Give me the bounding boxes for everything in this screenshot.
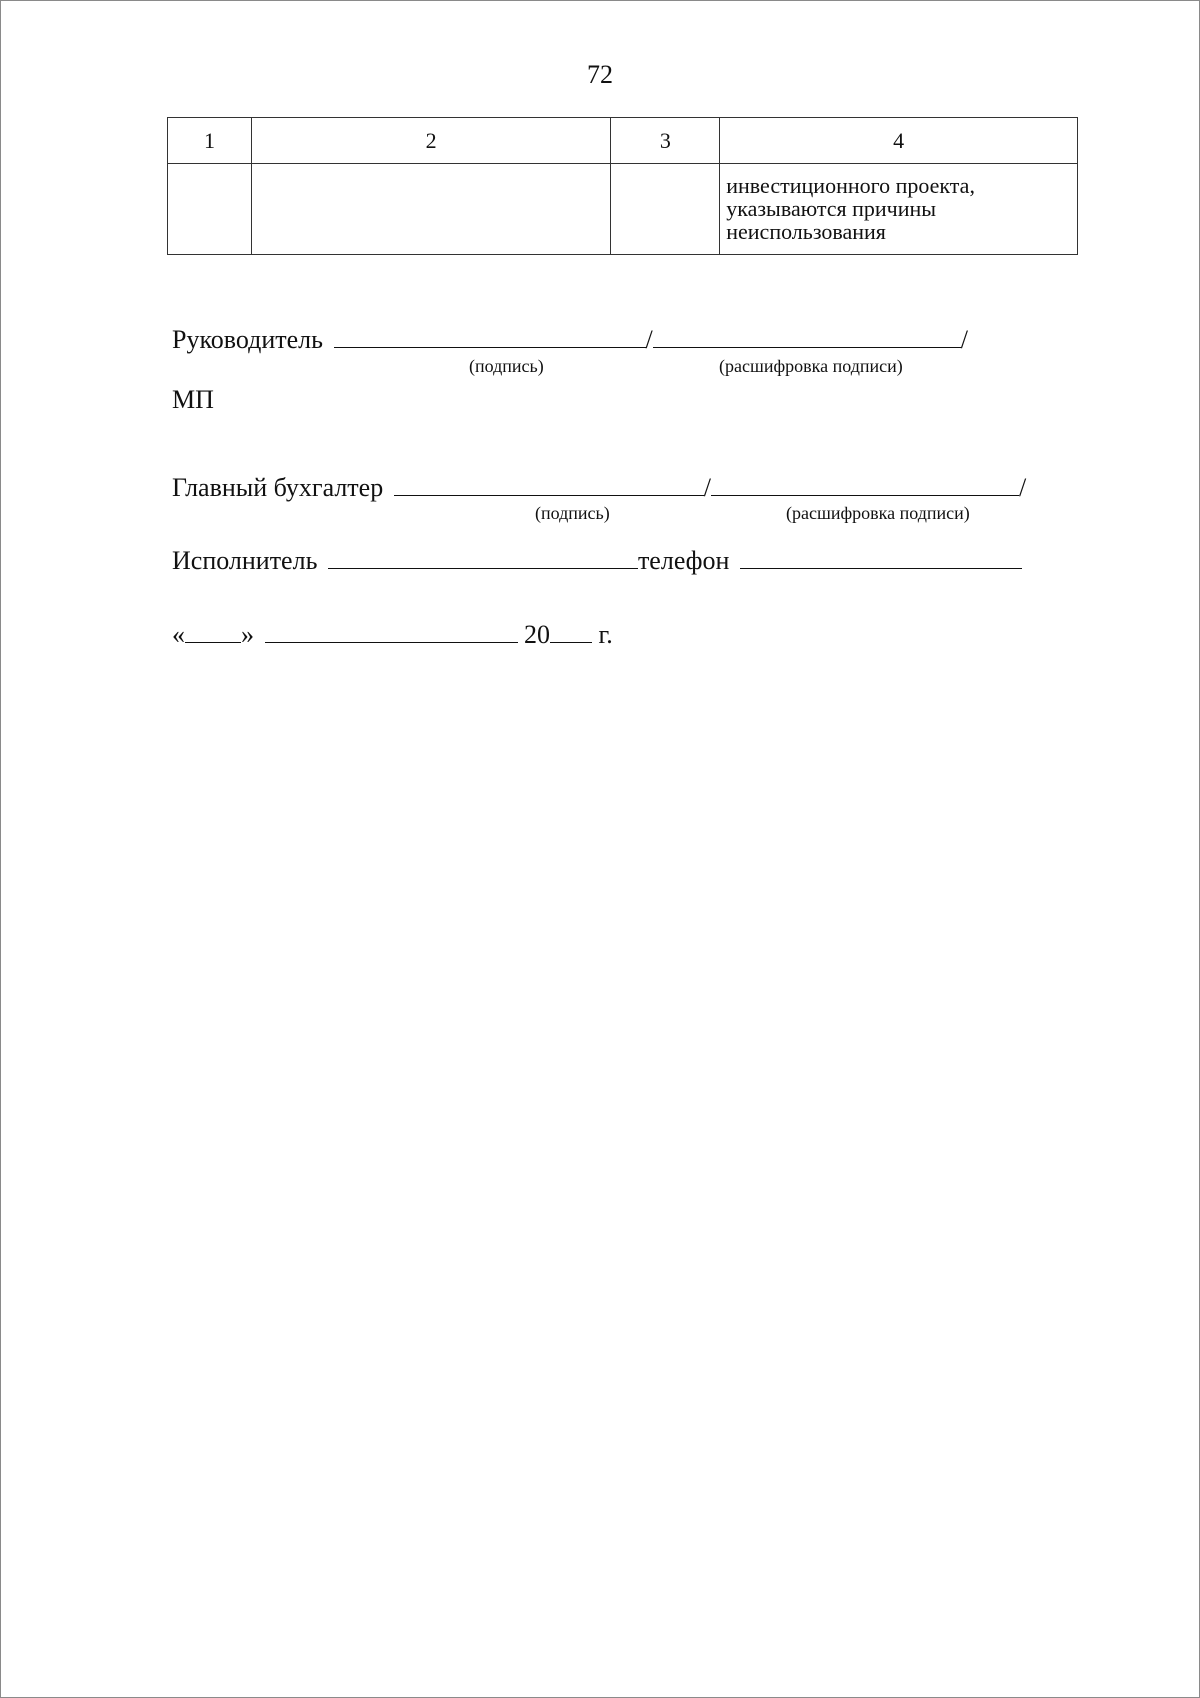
head-signature-field[interactable] (334, 321, 646, 348)
executor-name-field[interactable] (328, 542, 638, 569)
table-cell-4-line-3: неиспользования (726, 219, 886, 244)
head-slash-2: / (960, 325, 968, 354)
table-cell-4-line-2: указываются причины (726, 196, 937, 221)
table-cell-4-text (720, 164, 1077, 243)
head-decoding-caption: (расшифровка подписи) (719, 356, 903, 376)
chief-accountant-signature-field[interactable] (394, 469, 704, 496)
phone-field[interactable] (740, 542, 1022, 569)
chief-accountant-slash-2: / (1018, 473, 1027, 502)
head-signature-line (172, 321, 968, 355)
head-label: Руководитель (172, 325, 323, 354)
date-close-quote: » (241, 620, 254, 649)
date-line (172, 616, 613, 650)
phone-label: телефон (637, 546, 730, 575)
table-cell-4 (720, 164, 1078, 255)
executor-line (172, 542, 1022, 576)
executor-label: Исполнитель (172, 546, 318, 575)
form-table (167, 117, 1078, 255)
table-cell-2 (251, 164, 611, 255)
table-cell-1 (168, 164, 252, 255)
chief-accountant-signature-caption: (подпись) (535, 503, 610, 523)
table-header-cell-4: 4 (720, 118, 1078, 164)
table-header-row (168, 118, 1078, 164)
date-year-prefix: 20 (524, 620, 550, 649)
date-year-suffix: г. (598, 620, 613, 649)
head-decoding-field[interactable] (653, 321, 961, 348)
head-slash-1: / (645, 325, 653, 354)
stamp-label: МП (172, 385, 214, 414)
table-row (168, 164, 1078, 255)
date-day-field[interactable] (185, 616, 241, 643)
chief-accountant-decoding-caption: (расшифровка подписи) (786, 503, 970, 523)
page-number: 72 (587, 60, 613, 89)
date-month-field[interactable] (265, 616, 518, 643)
chief-accountant-label: Главный бухгалтер (172, 473, 384, 502)
date-open-quote: « (172, 620, 185, 649)
table-header-cell-3: 3 (611, 118, 720, 164)
head-signature-caption: (подпись) (469, 356, 544, 376)
table-header-cell-2: 2 (251, 118, 611, 164)
chief-accountant-signature-line (172, 469, 1026, 503)
table-header-cell-1: 1 (168, 118, 252, 164)
date-year-field[interactable] (550, 616, 592, 643)
chief-accountant-slash-1: / (703, 473, 711, 502)
table-cell-3 (611, 164, 720, 255)
chief-accountant-decoding-field[interactable] (711, 469, 1019, 496)
table-cell-4-line-1: инвестиционного проекта, (726, 173, 975, 198)
